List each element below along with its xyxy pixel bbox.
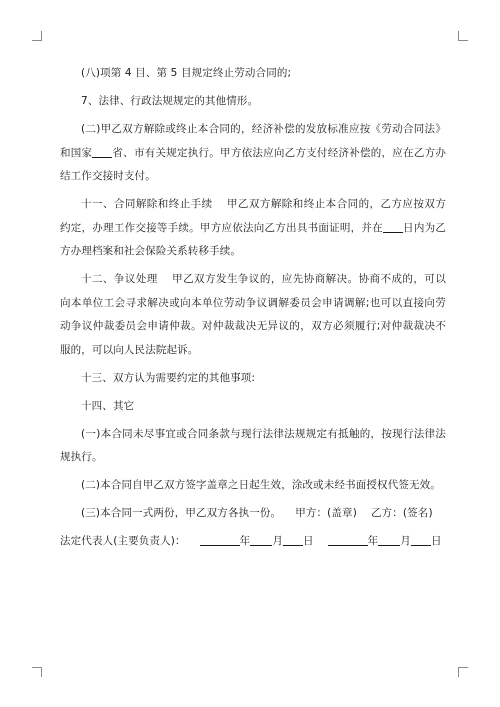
clause-12-title: 十二、争议处理 <box>81 273 158 285</box>
day-blank-b <box>411 533 431 546</box>
other-2-text: (二)本合同自甲乙双方签字盖章之日起生效，涂改或未经书面授权代签无效。 <box>81 479 441 491</box>
clause-12-paragraph <box>60 268 446 362</box>
crop-mark-top-left <box>32 31 42 41</box>
month-blank-b <box>378 533 400 546</box>
month-label-a: 月 <box>272 535 283 547</box>
clause-11-paragraph <box>60 193 446 264</box>
item-7-line <box>60 90 446 114</box>
clause-12-text: 甲乙双方发生争议的，应先协商解决。协商不成的，可以向本单位工会寻求解决或向本单位劳动争议调解委员会申请调解;也可以直接向劳动争议仲裁委员会申请仲裁。对仲裁裁决无异议的，双方必须履行;对仲裁裁决不服的，可以向人民法院起诉。 <box>60 273 446 356</box>
section-2-paragraph <box>60 118 446 189</box>
clause-11-title: 十一、合同解除和终止手续 <box>81 198 213 210</box>
section-2-text-part2: 省、市有关规定执行。甲方依法应向乙方支付经济补偿的，应在乙方办结工作交接时支付。 <box>60 146 446 182</box>
item-7-text: 7、法律、行政法规规定的其他情形。 <box>81 95 259 107</box>
clause-14-text: 十四、其它 <box>81 399 135 412</box>
signature-date-line <box>60 530 446 554</box>
party-b-label: 乙方：(签名) <box>370 507 433 519</box>
item-8-line <box>60 62 446 86</box>
day-label-a: 日 <box>302 535 314 547</box>
document-body <box>60 62 446 558</box>
day-label-b: 日 <box>430 535 442 547</box>
other-3-text: (三)本合同一式两份，甲乙双方各执一份。 <box>81 507 282 519</box>
other-3-line <box>60 502 446 526</box>
legal-rep-label: 法定代表人(主要负责人)： <box>60 535 186 547</box>
year-blank-b <box>328 533 368 546</box>
clause-14-line <box>60 395 446 419</box>
year-label-b: 年 <box>367 535 379 547</box>
crop-mark-bottom-left <box>32 667 42 677</box>
month-blank-a <box>250 533 272 546</box>
party-a-label: 甲方：(盖章) <box>295 507 357 519</box>
month-label-b: 月 <box>400 535 411 547</box>
clause-13-line <box>60 367 446 391</box>
year-blank-a <box>200 533 240 546</box>
year-label-a: 年 <box>239 535 251 547</box>
clause-13-text: 十三、双方认为需要约定的其他事项: <box>81 371 256 384</box>
crop-mark-bottom-right <box>458 667 468 677</box>
clause-11-text-part1: 甲乙双方解除和终止本合同的，乙方应按双方约定，办理工作交接等手续。甲方应依法向乙方出具书面证明，并在 <box>60 198 446 234</box>
blank-field <box>92 145 112 158</box>
day-blank-a <box>283 533 303 546</box>
section-2-text-part1: (二)甲乙双方解除或终止本合同的，经济补偿的发放标准应按《劳动合同法》和国家 <box>60 123 446 159</box>
crop-mark-top-right <box>458 31 468 41</box>
item-8-text: (八)项第 4 目、第 5 目规定终止劳动合同的; <box>81 67 292 79</box>
blank-field <box>383 220 403 233</box>
other-1-paragraph <box>60 423 446 470</box>
clause-11-text-part2: 日内为乙方办理档案和社会保险关系转移手续。 <box>60 221 446 257</box>
other-1-text: (一)本合同未尽事宜或合同条款与现行法律法规规定有抵触的，按现行法律法规执行。 <box>60 427 446 463</box>
other-2-paragraph <box>60 474 446 498</box>
